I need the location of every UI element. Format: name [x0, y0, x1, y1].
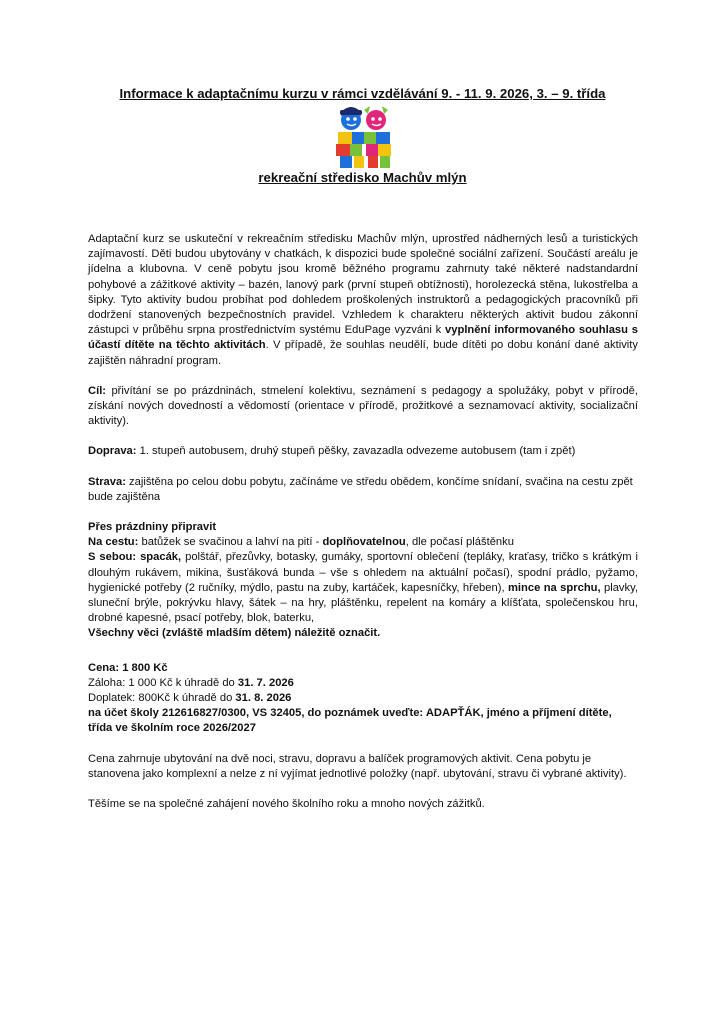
- transport-paragraph: [88, 444, 638, 459]
- school-logo-icon: [328, 104, 398, 170]
- goal-paragraph: [88, 384, 638, 430]
- transport-text: 1. stupeň autobusem, druhý stupeň pěšky, zavazadla odvezeme autobusem (tam i zpět): [136, 445, 576, 458]
- goal-text: přivítání se po prázdninách, stmelení kolektivu, seznámení s pedagogy a spolužáky, pobyt v přírodě, získání nových dovedností a vědomostí (orientace v přírodě, prožitkové a seznamovací aktivity, socializační aktivity).: [88, 384, 638, 428]
- transport-label: Doprava:: [88, 445, 137, 458]
- price-deposit: Záloha: 1 000 Kč k úhradě do 31. 7. 2026: [88, 676, 294, 689]
- packing-road-label: Na cestu:: [88, 536, 139, 549]
- document-title: Informace k adaptačnímu kurzu v rámci vzdělávání 9. - 11. 9. 2026, 3. – 9. třída: [119, 86, 606, 101]
- packing-road: Na cestu: batůžek se svačinou a lahví na pití - doplňovatelnou, dle počasí pláštěnku: [88, 536, 514, 549]
- packing-with: S sebou: spacák, polštář, přezůvky, botasky, gumáky, sportovní oblečení (tepláky, kraťasy, tričko s krátkým i dlouhým rukávem, mikina, šusťáková bunda – vše s ohledem na aktuální počasí), spodní prádlo, pyžamo, hygienické potřeby (2 ručníky, mýdlo, pastu na zuby, kartáček, kapesníčky, hřeben), mince na sprchu, plavky, sluneční brýle, pokrývku hlavy, šátek – na hry, pláštěnku, repelent na komáry a klíšťata, společenskou hru, drobné kapesné, psací potřeby, blok, baterku,: [88, 551, 638, 625]
- food-label: Strava:: [88, 475, 126, 488]
- closing-paragraph: Těšíme se na společné zahájení nového školního roku a mnoho nových zážitků.: [88, 798, 485, 811]
- packing-label-note: Všechny věci (zvláště mladším dětem) náležitě označit.: [88, 627, 381, 640]
- food-paragraph: [88, 475, 638, 505]
- packing-with-label: S sebou:: [88, 551, 137, 564]
- includes-paragraph: Cena zahrnuje ubytování na dvě noci, stravu, dopravu a balíček programových aktivit. Cena pobytu je stanovena jako komplexní a nelze z ní vyjímat jednotlivé položky (např. ubytování, stravu či vybrané aktivity).: [88, 752, 627, 780]
- price-total: Cena: 1 800 Kč: [88, 661, 168, 674]
- document-subtitle: rekreační středisko Machův mlýn: [258, 170, 467, 185]
- intro-text: Adaptační kurz se uskuteční v rekreačním středisku Machův mlýn, uprostřed nádherných lesů a turistických zajímavostí. Děti budou ubytovány v chatkách, k dispozici bude společné sociální zařízení. Součástí areálu je jídelna a klubovna. V ceně pobytu jsou kromě běžného programu zahrnuty také některé nadstandardní pohybové a zážitkové aktivity – bazén, lanový park (první stupeň obtížnosti), horolezecká stěna, lukostřelba a šipky. Tyto aktivity budou probíhat pod dohledem proškolených instruktorů a pedagogických pracovníků při dodržení stanovených bezpečnostních pravidel. Vzhledem k charakteru některých aktivit budou zákonní zástupci v průběhu srpna prostřednictvím systému EduPage vyzváni k: [88, 233, 638, 337]
- packing-heading: Přes prázdniny připravit: [88, 521, 217, 534]
- intro-bold: vyplnění informovaného souhlasu s účastí dítěte na těchto aktivitách: [88, 324, 638, 352]
- document-body: [88, 232, 638, 812]
- price-surcharge: Doplatek: 800Kč k úhradě do 31. 8. 2026: [88, 692, 292, 705]
- intro-tail: . V případě, že souhlas neudělí, bude dítěti po dobu konání dané aktivity zajištěn náhradní program.: [88, 339, 638, 367]
- goal-label: Cíl:: [88, 384, 107, 397]
- intro-paragraph: [88, 232, 638, 369]
- price-account: na účet školy 212616827/0300, VS 32405, do poznámek uveďte: ADAPŤÁK, jméno a příjmení dítěte, třída ve školním roce 2026/2027: [88, 707, 612, 735]
- food-text: zajištěna po celou dobu pobytu, začínáme ve středu obědem, končíme snídaní, svačina na cestu zpět bude zajištěna: [88, 475, 633, 503]
